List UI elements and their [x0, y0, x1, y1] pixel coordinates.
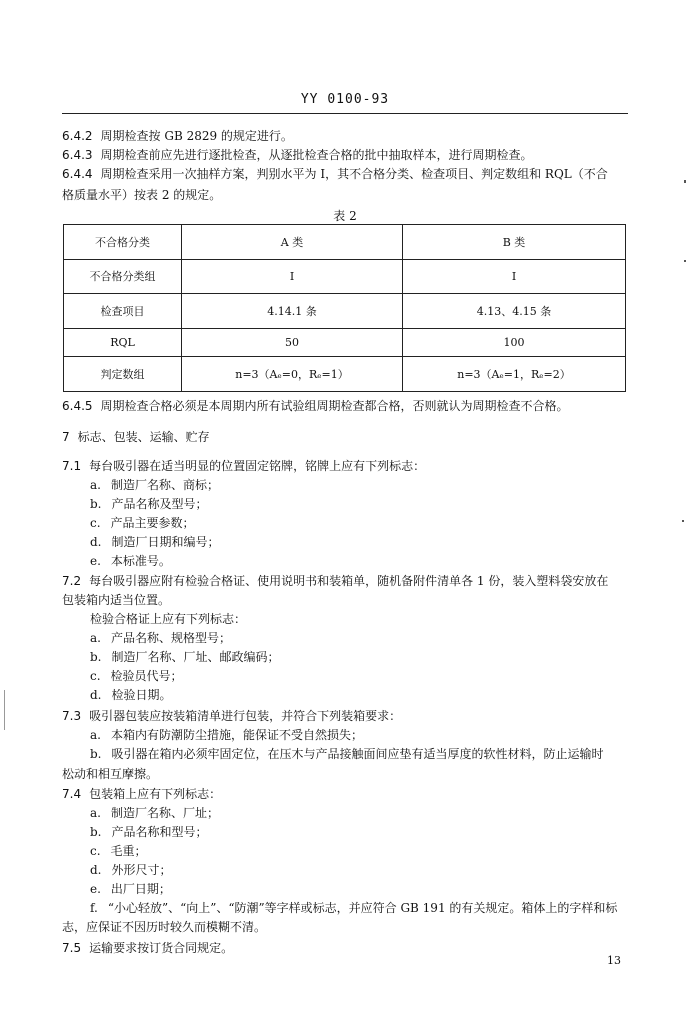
list-marker: b.	[90, 497, 102, 511]
table-cell: 4.14.1 条	[182, 294, 403, 329]
table-row	[64, 328, 626, 357]
list-marker: c.	[90, 669, 101, 683]
list-item	[90, 746, 604, 762]
list-marker: c.	[90, 844, 101, 858]
table-cell: A 类	[182, 225, 403, 260]
table-caption: 表 2	[333, 209, 357, 223]
list-item	[90, 862, 172, 878]
header-rule	[62, 113, 628, 114]
list-marker: e.	[90, 882, 101, 896]
clause-number: 6.4.5	[62, 399, 93, 413]
table-cell: 判定数组	[64, 357, 182, 392]
list-marker: b.	[90, 747, 102, 761]
list-text: 产品名称及型号；	[111, 497, 208, 511]
clause-text: 吸引器包装应按装箱清单进行包装，并符合下列装箱要求：	[89, 709, 402, 723]
list-marker: a.	[90, 728, 101, 742]
list-item	[90, 553, 171, 569]
clause-text: 每台吸引器在适当明显的位置固定铭牌，铭牌上应有下列标志：	[89, 459, 426, 473]
standard-code-header: YY 0100-93	[300, 92, 390, 107]
clause-7-4	[62, 786, 221, 802]
section-title: 标志、包装、运输、贮存	[77, 430, 210, 444]
list-text: 本标准号。	[110, 554, 171, 568]
list-text: 毛重；	[110, 844, 147, 858]
clause-7-5	[62, 940, 233, 956]
page-number: 13	[607, 954, 621, 967]
list-marker: d.	[90, 688, 102, 702]
list-marker: b.	[90, 825, 102, 839]
clause-text: 运输要求按订货合同规定。	[89, 941, 234, 955]
clause-text: 包装箱内适当位置。	[62, 593, 171, 607]
table-cell: RQL	[64, 328, 182, 357]
clause-number: 7.4	[62, 787, 82, 801]
table-cell: 100	[403, 328, 626, 357]
table-cell: 不合格分类	[64, 225, 182, 260]
table-header-row	[64, 225, 626, 260]
list-item	[90, 727, 363, 743]
list-item	[90, 843, 147, 859]
clause-number: 7.3	[62, 709, 82, 723]
clause-7-2-continuation	[62, 592, 170, 608]
list-item	[90, 534, 220, 550]
clause-number: 6.4.3	[62, 148, 93, 162]
list-item	[90, 477, 219, 493]
list-item-continuation	[62, 919, 266, 935]
list-marker: a.	[90, 806, 101, 820]
table-cell: 不合格分类组	[64, 259, 182, 294]
table-row	[64, 294, 626, 329]
list-item	[90, 630, 231, 646]
list-text: 制造厂名称、厂址、邮政编码；	[111, 650, 280, 664]
table-cell: I	[182, 259, 403, 294]
clause-6-4-3	[62, 147, 533, 163]
list-item	[90, 824, 208, 840]
section-7-heading	[62, 429, 210, 445]
list-text: 产品主要参数；	[110, 516, 195, 530]
clause-number: 7.1	[62, 459, 82, 473]
scan-speck	[4, 690, 5, 730]
list-text: 外形尺寸；	[111, 863, 172, 877]
list-text: “小心轻放”、“向上”、“防潮”等字样或标志，并应符合 GB 191 的有关规定。箱体上的字样和标	[107, 901, 618, 915]
table-cell: I	[403, 259, 626, 294]
clause-number: 7.5	[62, 941, 82, 955]
scan-speck	[684, 180, 686, 183]
clause-number: 7.2	[62, 574, 82, 588]
list-item	[90, 687, 172, 703]
clause-text: 周期检查前应先进行逐批检查，从逐批检查合格的批中抽取样本，进行周期检查。	[100, 148, 533, 162]
list-text: 产品名称和型号；	[111, 825, 208, 839]
table-cell: n=3（Aₑ=1，Rₑ=2）	[403, 357, 626, 392]
list-item	[90, 900, 617, 916]
clause-number: 6.4.2	[62, 129, 93, 143]
clause-text: 周期检查合格必须是本周期内所有试验组周期检查都合格，否则就认为周期检查不合格。	[100, 399, 569, 413]
list-item	[90, 805, 219, 821]
list-marker: d.	[90, 863, 102, 877]
clause-number: 6.4.4	[62, 167, 93, 181]
list-text: 志，应保证不因历时较久而模糊不清。	[62, 920, 267, 934]
clause-text: 包装箱上应有下列标志：	[89, 787, 222, 801]
table-cell: 50	[182, 328, 403, 357]
table-cell: 检查项目	[64, 294, 182, 329]
clause-text: 周期检查采用一次抽样方案，判别水平为 I，其不合格分类、检查项目、判定数组和 RQL（不合	[100, 167, 608, 181]
table-2	[63, 224, 626, 392]
list-text: 制造厂名称、商标；	[110, 478, 219, 492]
list-item	[90, 515, 195, 531]
clause-6-4-4	[62, 166, 608, 182]
list-text: 制造厂日期和编号；	[111, 535, 220, 549]
list-text: 检验员代号；	[110, 669, 183, 683]
table-row	[64, 357, 626, 392]
list-text: 出厂日期；	[110, 882, 171, 896]
list-item	[90, 496, 208, 512]
clause-6-4-4-continuation	[62, 187, 221, 203]
list-text: 检验日期。	[111, 688, 172, 702]
clause-7-2	[62, 573, 608, 589]
clause-7-2-subheading	[90, 611, 246, 627]
list-marker: a.	[90, 631, 101, 645]
list-marker: b.	[90, 650, 102, 664]
clause-text: 检验合格证上应有下列标志：	[90, 612, 247, 626]
list-marker: e.	[90, 554, 101, 568]
list-item	[90, 668, 183, 684]
table-cell: n=3（Aₑ=0，Rₑ=1）	[182, 357, 403, 392]
list-text: 吸引器在箱内必须牢固定位，在压木与产品接触面间应垫有适当厚度的软性材料，防止运输时	[111, 747, 604, 761]
clause-6-4-2	[62, 128, 293, 144]
scan-speck	[682, 520, 684, 522]
clause-text: 周期检查按 GB 2829 的规定进行。	[100, 129, 293, 143]
clause-7-1	[62, 458, 425, 474]
table-row	[64, 259, 626, 294]
list-marker: c.	[90, 516, 101, 530]
clause-text: 格质量水平）按表 2 的规定。	[62, 188, 222, 202]
list-text: 本箱内有防潮防尘措施，能保证不受自然损失；	[110, 728, 363, 742]
section-number: 7	[62, 430, 70, 444]
clause-7-3	[62, 708, 401, 724]
list-text: 制造厂名称、厂址；	[110, 806, 219, 820]
scan-speck	[684, 260, 686, 262]
list-item-continuation	[62, 766, 158, 782]
table-cell: B 类	[403, 225, 626, 260]
list-marker: d.	[90, 535, 102, 549]
list-marker: f.	[90, 901, 98, 915]
table-cell: 4.13、4.15 条	[403, 294, 626, 329]
list-item	[90, 649, 280, 665]
list-marker: a.	[90, 478, 101, 492]
clause-text: 每台吸引器应附有检验合格证、使用说明书和装箱单，随机备附件清单各 1 份，装入塑料袋安放在	[89, 574, 609, 588]
list-text: 松动和相互摩擦。	[62, 767, 159, 781]
list-item	[90, 881, 171, 897]
list-text: 产品名称、规格型号；	[110, 631, 231, 645]
clause-6-4-5	[62, 398, 569, 414]
